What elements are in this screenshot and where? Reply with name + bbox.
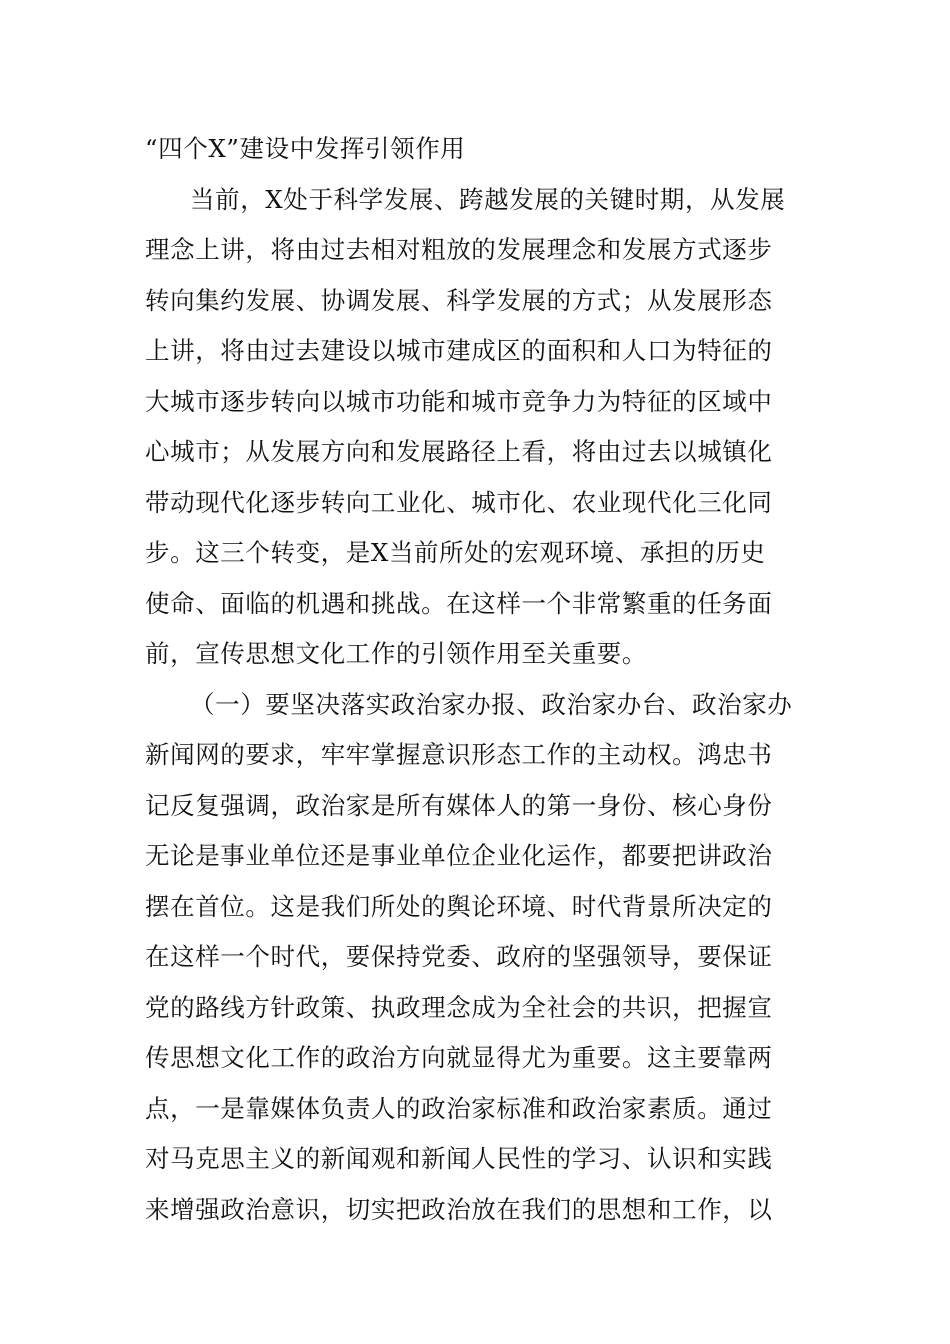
paragraph-line: 转向集约发展、协调发展、科学发展的方式；从发展形态: [145, 285, 773, 315]
paragraph-line: 心城市；从发展方向和发展路径上看，将由过去以城镇化: [145, 437, 773, 466]
paragraph-line: 来增强政治意识，切实把政治放在我们的思想和工作，以: [145, 1194, 773, 1224]
section-heading-continuation: “四个X”建设中发挥引领作用: [145, 134, 466, 163]
paragraph-line: 点，一是靠媒体负责人的政治家标准和政治家素质。通过: [145, 1093, 773, 1123]
paragraph-line: 当前，X处于科学发展、跨越发展的关键时期，从发展: [190, 184, 786, 214]
paragraph-line: 在这样一个时代，要保持党委、政府的坚强领导，要保证: [145, 942, 773, 971]
paragraph-line: 摆在首位。这是我们所处的舆论环境、时代背景所决定的: [145, 891, 773, 921]
paragraph-line: 大城市逐步转向以城市功能和城市竞争力为特征的区域中: [145, 386, 773, 416]
paragraph-line: 理念上讲，将由过去相对粗放的发展理念和发展方式逐步: [145, 235, 773, 264]
paragraph-line: 对马克思主义的新闻观和新闻人民性的学习、认识和实践: [145, 1144, 773, 1173]
paragraph-line: 无论是事业单位还是事业单位企业化运作，都要把讲政治: [145, 841, 773, 870]
paragraph-line: 上讲，将由过去建设以城市建成区的面积和人口为特征的: [145, 336, 773, 365]
paragraph-line: 前，宣传思想文化工作的引领作用至关重要。: [145, 639, 647, 668]
paragraph-line: 党的路线方针政策、执政理念成为全社会的共识，把握宣: [145, 992, 773, 1022]
paragraph-line: 带动现代化逐步转向工业化、城市化、农业现代化三化同: [145, 487, 773, 517]
paragraph-line: 传思想文化工作的政治方向就显得尤为重要。这主要靠两: [145, 1043, 773, 1072]
subsection-line: （一）要坚决落实政治家办报、政治家办台、政治家办: [190, 689, 793, 719]
paragraph-line: 步。这三个转变，是X当前所处的宏观环境、承担的历史: [145, 538, 766, 567]
paragraph-line: 记反复强调，政治家是所有媒体人的第一身份、核心身份: [145, 790, 773, 820]
paragraph-line: 使命、面临的机遇和挑战。在这样一个非常繁重的任务面: [145, 588, 773, 618]
paragraph-line: 新闻网的要求，牢牢掌握意识形态工作的主动权。鸿忠书: [145, 740, 773, 769]
document-body: [145, 124, 810, 1235]
